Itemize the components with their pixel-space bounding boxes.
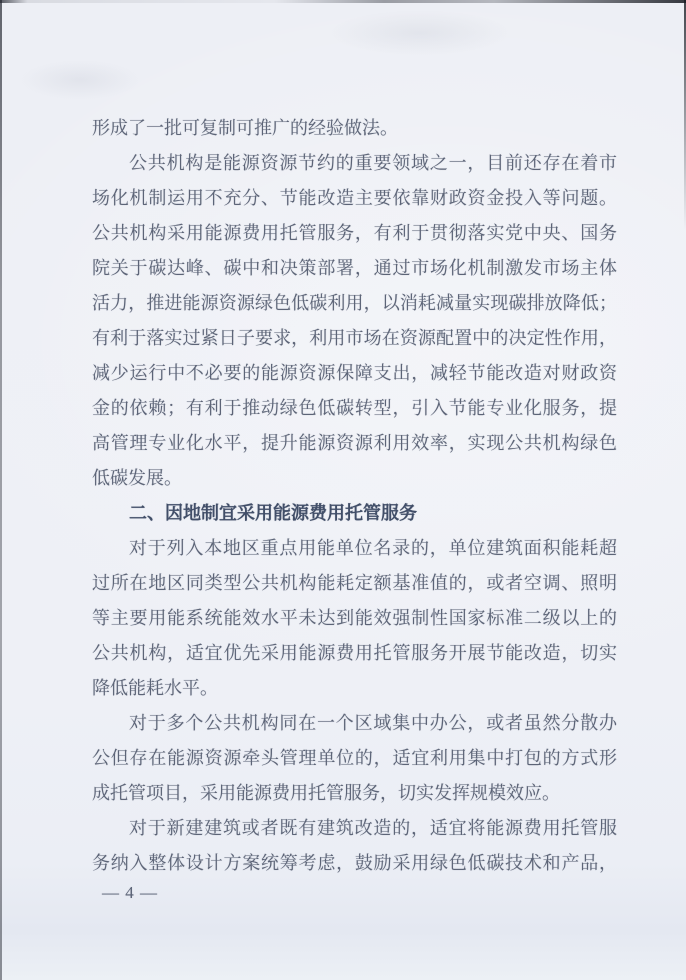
body-line: 院关于碳达峰、碳中和决策部署，通过市场化机制激发市场主体: [92, 258, 617, 278]
body-line: 活力，推进能源资源绿色低碳利用，以消耗减量实现碳排放降低；: [92, 293, 617, 313]
body-line: 对于多个公共机构同在一个区域集中办公，或者虽然分散办: [129, 713, 617, 733]
body-line: 减少运行中不必要的能源资源保障支出，减轻节能改造对财政资: [92, 363, 617, 383]
scan-edge-top: [0, 0, 686, 3]
document-body: [92, 111, 617, 881]
body-line: 公但存在能源资源牵头管理单位的，适宜利用集中打包的方式形: [92, 748, 617, 768]
body-line: 低碳发展。: [92, 468, 182, 488]
body-line: 过所在地区同类型公共机构能耗定额基准值的，或者空调、照明: [92, 573, 617, 593]
body-line: 形成了一批可复制可推广的经验做法。: [92, 118, 398, 138]
body-line: 降低能耗水平。: [92, 678, 218, 698]
scan-edge-left: [0, 0, 2, 980]
body-line: 成托管项目，采用能源费用托管服务，切实发挥规模效应。: [92, 783, 560, 803]
body-line: 对于新建建筑或者既有建筑改造的，适宜将能源费用托管服: [129, 818, 617, 838]
body-line: 高管理专业化水平，提升能源资源利用效率，实现公共机构绿色: [92, 433, 617, 453]
body-line: 公共机构是能源资源节约的重要领域之一，目前还存在着市: [129, 153, 617, 173]
paper-smudge: [330, 10, 510, 56]
page-number: — 4 —: [102, 883, 158, 902]
body-line: 金的依赖；有利于推动绿色低碳转型，引入节能专业化服务，提: [92, 398, 617, 418]
section-heading: 二、因地制宜采用能源费用托管服务: [129, 503, 417, 523]
paper-smudge: [20, 60, 140, 100]
body-line: 等主要用能系统能效水平未达到能效强制性国家标准二级以上的: [92, 608, 617, 628]
body-line: 公共机构采用能源费用托管服务，有利于贯彻落实党中央、国务: [92, 223, 617, 243]
body-line: 对于列入本地区重点用能单位名录的，单位建筑面积能耗超: [129, 538, 617, 558]
body-line: 场化机制运用不充分、节能改造主要依靠财政资金投入等问题。: [92, 188, 617, 208]
body-line: 公共机构，适宜优先采用能源费用托管服务开展节能改造，切实: [92, 643, 617, 663]
body-line: 务纳入整体设计方案统筹考虑，鼓励采用绿色低碳技术和产品，: [92, 853, 617, 873]
body-line: 有利于落实过紧日子要求，利用市场在资源配置中的决定性作用，: [92, 328, 617, 348]
